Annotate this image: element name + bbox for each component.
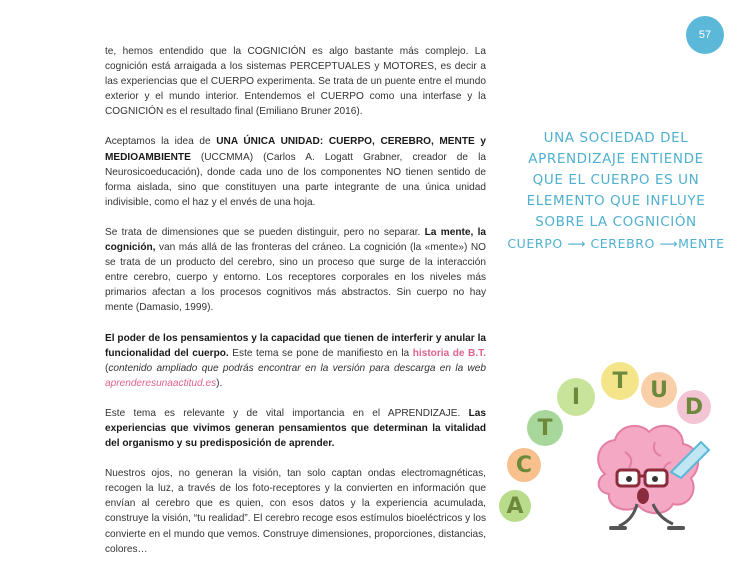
main-text-column [105, 44, 486, 572]
side-quote-line: UNA SOCIEDAD DEL [543, 130, 689, 146]
side-quote-line: ELEMENTO QUE INFLUYE [526, 193, 706, 209]
side-quote [505, 128, 727, 254]
side-quote-line: APRENDIZAJE ENTIENDE [528, 151, 704, 167]
side-quote-line: QUE EL CUERPO ES UN [532, 172, 700, 188]
historia-bt-link[interactable]: historia de B.T. [412, 347, 487, 359]
brain-character-icon [575, 412, 715, 552]
letter-bubble-i: I [557, 378, 595, 416]
paragraph-3-intro: Se trata de dimensiones que se pueden distinguir, pero no separar. [105, 226, 425, 238]
side-quote-line: SOBRE LA COGNICIÓN [535, 214, 697, 230]
paragraph-3-emphasis: La mente, la cognición, [105, 226, 487, 254]
actitud-illustration [495, 360, 737, 560]
paragraph-2-emphasis: UNA ÚNICA UNIDAD: CUERPO, CEREBRO, MENTE y MEDIOAMBIENTE [105, 136, 486, 163]
letter-bubble-u: U [641, 372, 677, 408]
paragraph-4-body: Este tema se pone de manifiesto en la [228, 347, 413, 359]
paragraph-5-intro: Este tema es relevante y de vital importancia en el APRENDIZAJE. [105, 407, 469, 419]
paragraph-5-emphasis: Las experiencias que vivimos generan pensamientos que determinan la vitalidad del organismo y su predisposición de aprender. [105, 407, 486, 450]
website-link[interactable]: aprenderesunaactitud.es [105, 377, 217, 389]
paragraph-4-paren-close: ). [216, 377, 223, 389]
paragraph-2-body: (UCCMMA) (Carlos A. Logatt Grabner, creador de la Neurosicoeducación), donde cada uno de los componentes NO tienen sentido de forma aislada, sino que constituyen una parte integrante de una única unidad indivisible, como el haz y el envés de una hoja. [105, 151, 486, 208]
paragraph-1: te, hemos entendido que la COGNICIÓN es algo bastante más complejo. La cognición está arraigada a los sistemas PERCEPTUALES y MOTORES, es decir a las experiencias que el CUERPO experimenta. Se trata de un puente entre el mundo exterior y el mundo interior. Entendemos el CUERPO como una interfase y la COGNICIÓN es el resultado final (Emiliano Bruner 2016). [105, 46, 486, 118]
paragraph-4-note: contenido ampliado que podrás encontrar en la versión para descarga en la web [108, 362, 486, 374]
paragraph-4 [105, 331, 486, 391]
paragraph-4-emphasis: El poder de los pensamientos y la capacidad que tienen de interferir y anular la funcionalidad del cuerpo. [105, 332, 486, 359]
letter-bubble-c: C [507, 448, 541, 482]
paragraph-6: Nuestros ojos, no generan la visión, tan solo captan ondas electromagnéticas, recogen la luz, a través de los foto-receptores y la convierten en información que envían al cerebro que es quien, con esos datos y la experiencia acumulada, construye la visión, “tu realidad”. El cerebro recoge esos estímulos bioeléctricos y los convierte en el mundo que vemos. Construye dimensiones, proporciones, distancias, colores… [105, 468, 486, 555]
paragraph-5 [105, 406, 486, 451]
paragraph-2-intro: Aceptamos la idea de [105, 136, 217, 148]
paragraph-3 [105, 225, 486, 316]
side-quote-flow: CUERPO ⟶ CEREBRO ⟶MENTE [507, 236, 725, 251]
letter-bubble-d: D [677, 390, 711, 424]
letter-bubble-t2: T [601, 362, 639, 400]
paragraph-4-paren-open: ( [105, 362, 109, 374]
page-number: 57 [686, 16, 724, 54]
paragraph-3-body: van más allá de las fronteras del cráneo. La cognición (la «mente») NO se trata de un producto del cerebro, sino un proceso que surge de la interacción entre cerebro, cuerpo y entorno. Los receptores corporales en los niveles más primarios afectan a los procesos cognitivos más abstractos. Sin cuerpo no hay mente (Damasio, 1999). [105, 242, 486, 314]
letter-bubble-a: A [499, 490, 531, 522]
letter-bubble-t: T [527, 410, 563, 446]
paragraph-2 [105, 134, 486, 209]
